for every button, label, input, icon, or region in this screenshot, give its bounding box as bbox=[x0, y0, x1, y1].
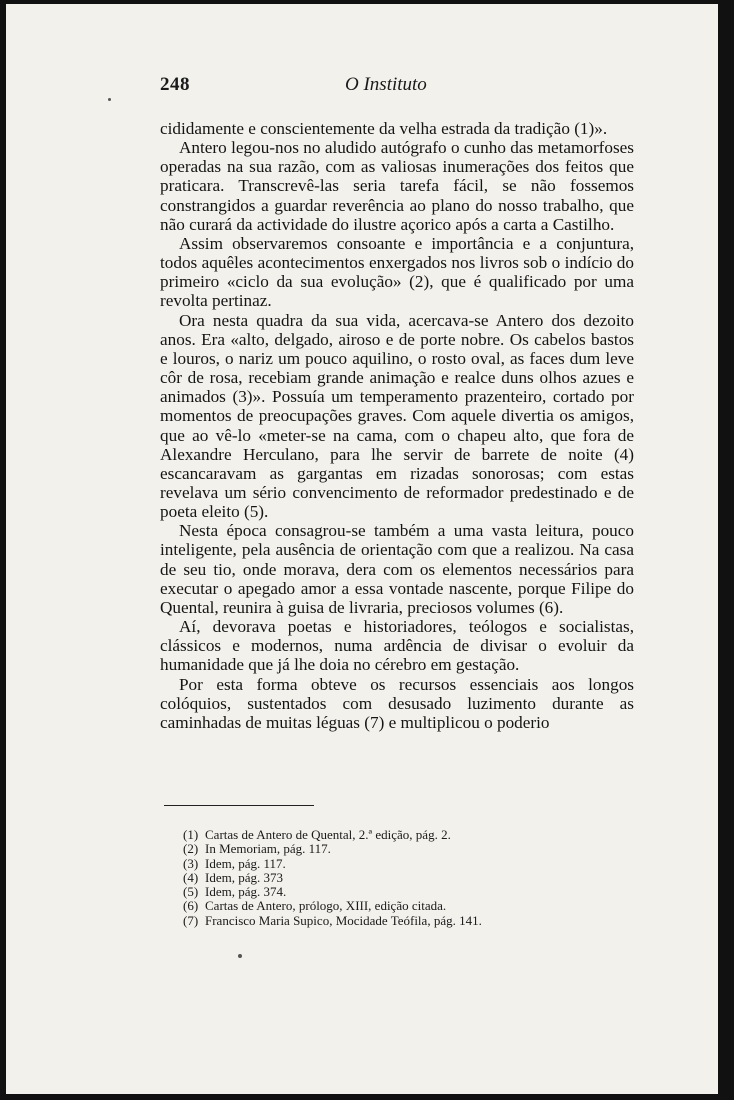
ink-speck bbox=[108, 98, 111, 101]
running-header bbox=[160, 74, 634, 98]
body-text bbox=[160, 119, 634, 732]
footnote-text: Francisco Maria Supico, Mocidade Teófila, pág. 141. bbox=[205, 912, 482, 928]
paragraph: Ora nesta quadra da sua vida, acercava-se Antero dos dezoito anos. Era «alto, delgado, airoso e de porte nobre. Os cabelos bastos e louros, o nariz um pouco aquilino, o rosto oval, as faces dum leve côr de rosa, recebiam grande animação e realce duns olhos azues e animados (3)». Possuía um temperamento prazenteiro, cortado por momentos de preocupações graves. Com aquele divertia os amigos, que ao vê-lo «meter-se na cama, com o chapeu alto, que fora de Alexandre Herculano, para lhe servir de barrete de noite (4) escancaravam as gargantas em rizadas sonorosas; com estas revelava um sério convencimento de reformador predestinado e de poeta eleito (5). bbox=[160, 310, 634, 522]
footnote bbox=[183, 828, 633, 842]
footnote bbox=[183, 885, 633, 899]
footnote-text: Idem, pág. 374. bbox=[205, 884, 287, 900]
page-number: 248 bbox=[160, 74, 190, 95]
footnote-text: Idem, pág. 117. bbox=[205, 855, 286, 871]
paragraph: Nesta época consagrou-se também a uma vasta leitura, pouco inteligente, pela ausência de orientação com que a realizou. Na casa de seu tio, onde morava, dera com os elementos necessários para executar o apegado amor a essa vontade nascente, porque Filipe do Quental, reunira à guisa de livraria, preciosos volumes (6). bbox=[160, 521, 634, 617]
footnote bbox=[183, 914, 633, 928]
paragraph: Antero legou-nos no aludido autógrafo o cunho das metamorfoses operadas na sua razão, com as valiosas inumerações dos feitos que praticara. Transcrevê-las seria tarefa fácil, se não fossemos constrangidos a guardar reverência ao plano do nosso trabalho, que não curará da actividade do ilustre açorico após a carta a Castilho. bbox=[160, 138, 634, 234]
page bbox=[6, 4, 718, 1094]
footnote-rule bbox=[164, 805, 314, 806]
running-title: O Instituto bbox=[345, 74, 427, 95]
footnote-number: (1) bbox=[183, 827, 199, 842]
footnote-number: (4) bbox=[183, 869, 199, 885]
paragraph: Aí, devorava poetas e historiadores, teólogos e socialistas, clássicos e modernos, numa ardência de divisar o evoluir da humanidade que já lhe doia no cérebro em gestação. bbox=[160, 617, 634, 675]
footnote-text: Cartas de Antero de Quental, 2.ª edição, pág. 2. bbox=[205, 827, 451, 842]
footnote-number: (2) bbox=[183, 841, 199, 857]
footnote bbox=[183, 842, 633, 856]
footnote-text: In Memoriam, pág. 117. bbox=[205, 841, 331, 857]
footnote bbox=[183, 871, 633, 885]
footnote-text: Idem, pág. 373 bbox=[205, 869, 283, 885]
footnote-number: (6) bbox=[183, 898, 199, 914]
footnote-number: (5) bbox=[183, 884, 199, 900]
paragraph: Assim observaremos consoante e importância e a conjuntura, todos aquêles acontecimentos enxergados nos livros sob o indício do primeiro «ciclo da sua evolução» (2), que é qualificado por uma revolta pertinaz. bbox=[160, 233, 634, 311]
footnote-number: (3) bbox=[183, 855, 199, 871]
footnote-number: (7) bbox=[183, 912, 199, 928]
paragraph: Por esta forma obteve os recursos essenciais aos longos colóquios, sustentados com desusado luzimento durante as caminhadas de muitas léguas (7) e multiplicou o poderio bbox=[160, 674, 634, 732]
footnote-text: Cartas de Antero, prólogo, XIII, edição citada. bbox=[205, 898, 447, 914]
footnote bbox=[183, 857, 633, 871]
ink-speck bbox=[238, 954, 242, 958]
footnote bbox=[183, 899, 633, 913]
footnotes bbox=[183, 828, 633, 928]
paragraph: cididamente e conscientemente da velha estrada da tradição (1)». bbox=[160, 119, 608, 138]
